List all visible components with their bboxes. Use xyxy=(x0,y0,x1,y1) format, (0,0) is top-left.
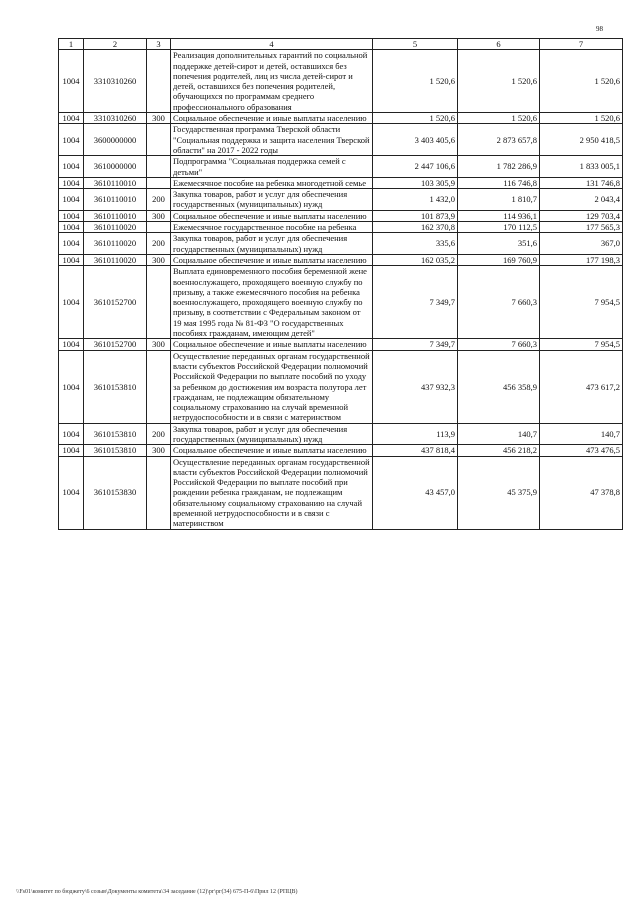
section-code-cell: 1004 xyxy=(59,177,84,188)
expense-type-cell: 200 xyxy=(147,189,171,211)
amount-col5-cell: 101 873,9 xyxy=(373,210,458,221)
expense-type-cell: 300 xyxy=(147,210,171,221)
table-row xyxy=(59,233,623,255)
column-header: 3 xyxy=(147,39,171,50)
amount-col6-cell: 1 520,6 xyxy=(458,113,540,124)
table-row xyxy=(59,189,623,211)
amount-col6-cell: 169 760,9 xyxy=(458,254,540,265)
expense-type-cell xyxy=(147,350,171,423)
amount-col5-cell: 162 035,2 xyxy=(373,254,458,265)
item-name-cell: Ежемесячное пособие на ребенка многодетной семье xyxy=(171,177,373,188)
item-name-cell: Осуществление переданных органам государственной власти субъектов Российской Федерации полномочий Российской Федерации по выплате пособий при рождении ребенка гражданам, не подлежащим обязательному социальному страхованию на случай временной нетрудоспособности и в связи с материнством xyxy=(171,456,373,529)
expense-type-cell: 300 xyxy=(147,254,171,265)
expense-type-cell xyxy=(147,124,171,156)
table-row xyxy=(59,50,623,113)
amount-col6-cell: 2 873 657,8 xyxy=(458,124,540,156)
page-number: 98 xyxy=(596,25,603,33)
column-header: 4 xyxy=(171,39,373,50)
target-article-cell: 3610110010 xyxy=(84,177,147,188)
table-body xyxy=(59,50,623,529)
amount-col6-cell: 1 782 286,9 xyxy=(458,156,540,178)
target-article-cell: 3610153810 xyxy=(84,423,147,445)
expense-type-cell xyxy=(147,177,171,188)
target-article-cell: 3610153810 xyxy=(84,445,147,456)
amount-col5-cell: 162 370,8 xyxy=(373,222,458,233)
section-code-cell: 1004 xyxy=(59,423,84,445)
item-name-cell: Социальное обеспечение и иные выплаты населению xyxy=(171,339,373,350)
amount-col6-cell: 1 810,7 xyxy=(458,189,540,211)
item-name-cell: Социальное обеспечение и иные выплаты населению xyxy=(171,210,373,221)
amount-col6-cell: 1 520,6 xyxy=(458,50,540,113)
amount-col5-cell: 1 520,6 xyxy=(373,113,458,124)
table-row xyxy=(59,113,623,124)
table-row xyxy=(59,210,623,221)
expense-type-cell: 300 xyxy=(147,339,171,350)
section-code-cell: 1004 xyxy=(59,456,84,529)
amount-col5-cell: 2 447 106,6 xyxy=(373,156,458,178)
section-code-cell: 1004 xyxy=(59,339,84,350)
expense-type-cell: 300 xyxy=(147,113,171,124)
amount-col6-cell: 351,6 xyxy=(458,233,540,255)
section-code-cell: 1004 xyxy=(59,254,84,265)
target-article-cell: 3610110020 xyxy=(84,222,147,233)
expense-type-cell xyxy=(147,222,171,233)
item-name-cell: Подпрограмма "Социальная поддержка семей с детьми" xyxy=(171,156,373,178)
amount-col5-cell: 113,9 xyxy=(373,423,458,445)
table-row xyxy=(59,339,623,350)
amount-col6-cell: 456 218,2 xyxy=(458,445,540,456)
target-article-cell: 3310310260 xyxy=(84,50,147,113)
table-row xyxy=(59,266,623,339)
target-article-cell: 3610110010 xyxy=(84,189,147,211)
column-header: 5 xyxy=(373,39,458,50)
expense-type-cell: 300 xyxy=(147,445,171,456)
item-name-cell: Закупка товаров, работ и услуг для обеспечения государственных (муниципальных) нужд xyxy=(171,189,373,211)
amount-col7-cell: 1 833 005,1 xyxy=(540,156,623,178)
amount-col5-cell: 437 932,3 xyxy=(373,350,458,423)
amount-col7-cell: 367,0 xyxy=(540,233,623,255)
column-header: 1 xyxy=(59,39,84,50)
budget-table xyxy=(58,38,623,530)
column-header: 7 xyxy=(540,39,623,50)
amount-col5-cell: 437 818,4 xyxy=(373,445,458,456)
table-row xyxy=(59,222,623,233)
expense-type-cell xyxy=(147,156,171,178)
target-article-cell: 3310310260 xyxy=(84,113,147,124)
section-code-cell: 1004 xyxy=(59,156,84,178)
section-code-cell: 1004 xyxy=(59,113,84,124)
amount-col5-cell: 335,6 xyxy=(373,233,458,255)
expense-type-cell: 200 xyxy=(147,233,171,255)
target-article-cell: 3610000000 xyxy=(84,156,147,178)
amount-col7-cell: 1 520,6 xyxy=(540,50,623,113)
amount-col7-cell: 47 378,8 xyxy=(540,456,623,529)
section-code-cell: 1004 xyxy=(59,210,84,221)
amount-col5-cell: 103 305,9 xyxy=(373,177,458,188)
amount-col6-cell: 45 375,9 xyxy=(458,456,540,529)
amount-col5-cell: 43 457,0 xyxy=(373,456,458,529)
target-article-cell: 3610152700 xyxy=(84,339,147,350)
item-name-cell: Выплата единовременного пособия беременной жене военнослужащего, проходящего военную службу по призыву, а также ежемесячного пособия на ребенка военнослужащего, проходящего военную службу по призыву, в соответствии с Федеральным законом от 19 мая 1995 года № 81-ФЗ "О государственных пособиях гражданам, имеющим детей" xyxy=(171,266,373,339)
amount-col6-cell: 456 358,9 xyxy=(458,350,540,423)
amount-col5-cell: 1 432,0 xyxy=(373,189,458,211)
item-name-cell: Социальное обеспечение и иные выплаты населению xyxy=(171,445,373,456)
amount-col7-cell: 177 565,3 xyxy=(540,222,623,233)
target-article-cell: 3600000000 xyxy=(84,124,147,156)
item-name-cell: Осуществление переданных органам государственной власти субъектов Российской Федерации полномочий Российской Федерации по выплате пособий по уходу за ребенком до достижения им возраста полутора лет гражданам, не подлежащим обязательному социальному страхованию на случай временной нетрудоспособности и в связи с материнством xyxy=(171,350,373,423)
expense-type-cell: 200 xyxy=(147,423,171,445)
amount-col7-cell: 2 043,4 xyxy=(540,189,623,211)
item-name-cell: Реализация дополнительных гарантий по социальной поддержке детей-сирот и детей, оставшихся без попечения родителей, лиц из числа детей-сирот и детей, оставшихся без попечения родителей, обучающихся по программам среднего профессионального образования xyxy=(171,50,373,113)
amount-col7-cell: 140,7 xyxy=(540,423,623,445)
amount-col7-cell: 473 617,2 xyxy=(540,350,623,423)
footer-file-path: \\Fs01\комитет по бюджету\6 созыв\Документы комитета\34 заседание (12)\рг\рг(34) 675-П-6\Прил 12 (РПЦВ) xyxy=(16,889,298,895)
expense-type-cell xyxy=(147,266,171,339)
amount-col6-cell: 114 936,1 xyxy=(458,210,540,221)
column-header: 6 xyxy=(458,39,540,50)
amount-col5-cell: 7 349,7 xyxy=(373,339,458,350)
section-code-cell: 1004 xyxy=(59,266,84,339)
section-code-cell: 1004 xyxy=(59,233,84,255)
item-name-cell: Ежемесячное государственное пособие на ребенка xyxy=(171,222,373,233)
section-code-cell: 1004 xyxy=(59,124,84,156)
item-name-cell: Социальное обеспечение и иные выплаты населению xyxy=(171,254,373,265)
table-row xyxy=(59,177,623,188)
section-code-cell: 1004 xyxy=(59,50,84,113)
table-row xyxy=(59,350,623,423)
amount-col7-cell: 1 520,6 xyxy=(540,113,623,124)
section-code-cell: 1004 xyxy=(59,445,84,456)
amount-col5-cell: 1 520,6 xyxy=(373,50,458,113)
table-row xyxy=(59,423,623,445)
item-name-cell: Закупка товаров, работ и услуг для обеспечения государственных (муниципальных) нужд xyxy=(171,423,373,445)
amount-col7-cell: 129 703,4 xyxy=(540,210,623,221)
column-header: 2 xyxy=(84,39,147,50)
section-code-cell: 1004 xyxy=(59,350,84,423)
amount-col7-cell: 7 954,5 xyxy=(540,266,623,339)
amount-col6-cell: 7 660,3 xyxy=(458,266,540,339)
target-article-cell: 3610110010 xyxy=(84,210,147,221)
amount-col6-cell: 170 112,5 xyxy=(458,222,540,233)
amount-col7-cell: 2 950 418,5 xyxy=(540,124,623,156)
amount-col7-cell: 177 198,3 xyxy=(540,254,623,265)
item-name-cell: Социальное обеспечение и иные выплаты населению xyxy=(171,113,373,124)
amount-col6-cell: 140,7 xyxy=(458,423,540,445)
amount-col7-cell: 131 746,8 xyxy=(540,177,623,188)
item-name-cell: Закупка товаров, работ и услуг для обеспечения государственных (муниципальных) нужд xyxy=(171,233,373,255)
expense-type-cell xyxy=(147,456,171,529)
amount-col6-cell: 116 746,8 xyxy=(458,177,540,188)
item-name-cell: Государственная программа Тверской области "Социальная поддержка и защита населения Тверской области" на 2017 - 2022 годы xyxy=(171,124,373,156)
target-article-cell: 3610110020 xyxy=(84,254,147,265)
table-row xyxy=(59,124,623,156)
amount-col6-cell: 7 660,3 xyxy=(458,339,540,350)
expense-type-cell xyxy=(147,50,171,113)
amount-col5-cell: 7 349,7 xyxy=(373,266,458,339)
table-row xyxy=(59,456,623,529)
amount-col7-cell: 7 954,5 xyxy=(540,339,623,350)
amount-col5-cell: 3 403 405,6 xyxy=(373,124,458,156)
target-article-cell: 3610153830 xyxy=(84,456,147,529)
table-row xyxy=(59,445,623,456)
section-code-cell: 1004 xyxy=(59,222,84,233)
table-row xyxy=(59,254,623,265)
target-article-cell: 3610153810 xyxy=(84,350,147,423)
table-header-row xyxy=(59,39,623,50)
target-article-cell: 3610152700 xyxy=(84,266,147,339)
amount-col7-cell: 473 476,5 xyxy=(540,445,623,456)
target-article-cell: 3610110020 xyxy=(84,233,147,255)
section-code-cell: 1004 xyxy=(59,189,84,211)
table-row xyxy=(59,156,623,178)
